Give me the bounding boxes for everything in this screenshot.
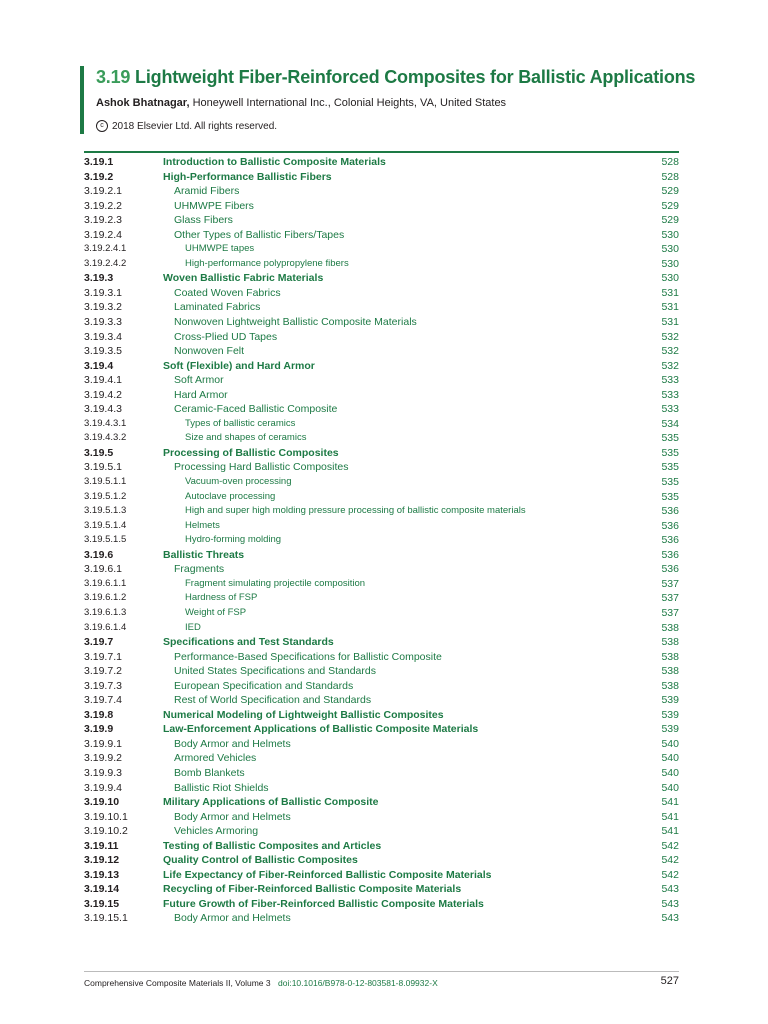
- toc-entry-page[interactable]: 542: [661, 868, 679, 881]
- toc-entry[interactable]: [84, 839, 679, 854]
- toc-entry-page[interactable]: 528: [661, 170, 679, 183]
- toc-entry-number: 3.19.7.4: [84, 694, 122, 707]
- toc-entry-page[interactable]: 531: [661, 316, 679, 329]
- toc-entry-title[interactable]: Coated Woven Fabrics: [174, 286, 281, 299]
- toc-entry-title[interactable]: Law-Enforcement Applications of Ballistic Composite Materials: [163, 723, 479, 736]
- toc-entry-page[interactable]: 541: [661, 825, 679, 838]
- toc-entry-title[interactable]: Other Types of Ballistic Fibers/Tapes: [174, 228, 345, 241]
- footer-page-number: 527: [660, 975, 679, 987]
- toc-entry-title[interactable]: Introduction to Ballistic Composite Materials: [163, 156, 386, 168]
- toc-entry-number: 3.19.11: [84, 839, 119, 852]
- toc-entry-title[interactable]: Cross-Plied UD Tapes: [174, 330, 278, 343]
- toc-entry-page[interactable]: 541: [661, 796, 679, 809]
- copyright-text: 2018 Elsevier Ltd. All rights reserved.: [112, 121, 278, 132]
- toc-entry-number: 3.19.9.4: [84, 781, 122, 794]
- toc-entry[interactable]: [84, 504, 679, 519]
- toc-entry-title[interactable]: Military Applications of Ballistic Composite: [163, 796, 379, 809]
- toc-entry-number: 3.19.7.2: [84, 665, 122, 678]
- toc-entry-number: 3.19.3.1: [84, 286, 122, 299]
- toc-entry-title[interactable]: Aramid Fibers: [174, 185, 240, 198]
- toc-entry-page[interactable]: 537: [661, 592, 679, 605]
- toc-entry[interactable]: [84, 315, 679, 330]
- toc-entry-title[interactable]: Ballistic Threats: [163, 548, 245, 561]
- toc-entry[interactable]: [84, 359, 679, 374]
- author-name: Ashok Bhatnagar,: [96, 97, 190, 109]
- toc-entry-number: 3.19.12: [84, 854, 120, 867]
- toc-entry[interactable]: [84, 475, 679, 490]
- toc-entry[interactable]: [84, 737, 679, 752]
- toc-entry-number: 3.19.6.1.2: [84, 592, 127, 604]
- toc-entry-title[interactable]: Woven Ballistic Fabric Materials: [163, 272, 324, 285]
- toc-entry-number: 3.19.4.1: [84, 374, 122, 387]
- toc-entry[interactable]: [84, 781, 679, 796]
- toc-entry-title[interactable]: Nonwoven Felt: [174, 345, 245, 358]
- toc-entry[interactable]: [84, 766, 679, 781]
- toc-entry-page[interactable]: 536: [661, 519, 679, 532]
- toc-entry-number: 3.19.2.3: [84, 214, 122, 227]
- toc-entry-page[interactable]: 536: [661, 505, 679, 518]
- toc-entry-page[interactable]: 531: [661, 286, 679, 299]
- toc-entry-page[interactable]: 535: [661, 461, 679, 474]
- toc-entry-page[interactable]: 536: [661, 548, 679, 561]
- toc-entry[interactable]: [84, 271, 679, 286]
- toc-entry-title[interactable]: Hydro-forming molding: [185, 534, 282, 546]
- toc-entry-title[interactable]: Soft Armor: [174, 374, 224, 387]
- toc-entry-title[interactable]: Autoclave processing: [185, 490, 276, 502]
- toc-entry[interactable]: [84, 577, 679, 592]
- toc-entry-number: 3.19.7.3: [84, 679, 122, 692]
- toc-entry-title[interactable]: Types of ballistic ceramics: [185, 417, 296, 429]
- toc-entry-page[interactable]: 529: [661, 199, 679, 212]
- toc-entry-title[interactable]: IED: [185, 621, 201, 633]
- toc-entry[interactable]: [84, 882, 679, 897]
- toc-entry-number: 3.19.2: [84, 170, 114, 183]
- toc-entry-number: 3.19.15: [84, 897, 120, 910]
- table-of-contents: [84, 155, 679, 926]
- toc-entry-title[interactable]: Hard Armor: [174, 388, 228, 401]
- toc-entry-page[interactable]: 543: [661, 912, 679, 925]
- toc-entry-number: 3.19.7: [84, 636, 114, 649]
- toc-entry-title[interactable]: Hardness of FSP: [185, 592, 258, 604]
- toc-entry-number: 3.19.7.1: [84, 650, 122, 663]
- toc-entry-number: 3.19.13: [84, 868, 120, 881]
- toc-entry-number: 3.19.3: [84, 272, 114, 285]
- toc-entry-title[interactable]: Vacuum-oven processing: [185, 476, 292, 488]
- toc-entry-page[interactable]: 540: [661, 766, 679, 779]
- toc-entry-page[interactable]: 537: [661, 577, 679, 590]
- toc-entry-number: 3.19.10.1: [84, 810, 128, 823]
- toc-entry[interactable]: [84, 853, 679, 868]
- toc-top-rule: [84, 151, 679, 153]
- toc-entry-number: 3.19.6.1: [84, 563, 122, 576]
- toc-entry-title[interactable]: Future Growth of Fiber-Reinforced Ballistic Composite Materials: [163, 897, 484, 910]
- toc-entry-title[interactable]: Fragment simulating projectile composition: [185, 577, 366, 589]
- chapter-title: [96, 66, 696, 88]
- toc-entry-title[interactable]: Bomb Blankets: [174, 766, 245, 779]
- author-affiliation: Honeywell International Inc., Colonial Heights, VA, United States: [192, 97, 507, 109]
- toc-entry-page[interactable]: 543: [661, 883, 679, 896]
- toc-entry-title[interactable]: Recycling of Fiber-Reinforced Ballistic Composite Materials: [163, 883, 462, 896]
- toc-entry-number: 3.19.4.3.1: [84, 417, 127, 429]
- toc-entry-number: 3.19.3.5: [84, 345, 122, 358]
- toc-entry-number: 3.19.5.1.3: [84, 505, 127, 517]
- toc-entry-page[interactable]: 539: [661, 694, 679, 707]
- toc-entry-number: 3.19.4: [84, 359, 114, 372]
- toc-entry[interactable]: [84, 679, 679, 694]
- toc-entry-page[interactable]: 539: [661, 723, 679, 736]
- toc-entry-number: 3.19.9.2: [84, 752, 122, 765]
- toc-entry-number: 3.19.2.1: [84, 185, 122, 198]
- toc-entry-number: 3.19.9.1: [84, 737, 122, 750]
- toc-entry[interactable]: [84, 155, 679, 170]
- toc-entry-page[interactable]: 535: [661, 446, 679, 459]
- toc-entry-title[interactable]: Processing Hard Ballistic Composites: [174, 461, 349, 474]
- toc-entry-title[interactable]: Helmets: [185, 519, 220, 531]
- toc-entry-title[interactable]: Processing of Ballistic Composites: [163, 446, 339, 459]
- toc-entry[interactable]: [84, 664, 679, 679]
- toc-entry[interactable]: [84, 388, 679, 403]
- toc-entry-title[interactable]: Quality Control of Ballistic Composites: [163, 854, 358, 867]
- toc-entry-title[interactable]: Specifications and Test Standards: [163, 636, 334, 649]
- toc-entry-number: 3.19.9: [84, 723, 114, 736]
- toc-entry-title[interactable]: Life Expectancy of Fiber-Reinforced Ballistic Composite Materials: [163, 868, 492, 881]
- toc-entry-title[interactable]: Rest of World Specification and Standards: [174, 694, 372, 707]
- toc-entry[interactable]: [84, 693, 679, 708]
- toc-entry[interactable]: [84, 519, 679, 534]
- toc-entry[interactable]: [84, 824, 679, 839]
- copyright-line: [96, 120, 696, 134]
- toc-entry[interactable]: [84, 257, 679, 272]
- toc-entry-title[interactable]: Fragments: [174, 563, 225, 576]
- toc-entry[interactable]: [84, 548, 679, 563]
- toc-entry-number: 3.19.4.3: [84, 403, 122, 416]
- toc-entry-page[interactable]: 535: [661, 432, 679, 445]
- toc-entry-page[interactable]: 530: [661, 243, 679, 256]
- toc-entry-title[interactable]: Armored Vehicles: [174, 752, 257, 765]
- toc-entry[interactable]: [84, 751, 679, 766]
- toc-entry-page[interactable]: 540: [661, 781, 679, 794]
- toc-entry[interactable]: [84, 591, 679, 606]
- toc-entry[interactable]: [84, 286, 679, 301]
- toc-entry[interactable]: [84, 621, 679, 636]
- toc-entry-title[interactable]: Ballistic Riot Shields: [174, 781, 269, 794]
- toc-entry-number: 3.19.2.4.1: [84, 243, 127, 255]
- toc-entry-title[interactable]: Numerical Modeling of Lightweight Ballistic Composites: [163, 708, 444, 721]
- toc-entry-number: 3.19.5: [84, 446, 114, 459]
- toc-entry-number: 3.19.6.1.3: [84, 606, 127, 618]
- toc-entry-number: 3.19.10.2: [84, 825, 128, 838]
- toc-entry-page[interactable]: 535: [661, 490, 679, 503]
- toc-entry-title[interactable]: European Specification and Standards: [174, 679, 354, 692]
- toc-entry[interactable]: [84, 490, 679, 505]
- toc-entry[interactable]: [84, 722, 679, 737]
- toc-entry-number: 3.19.14: [84, 883, 120, 896]
- toc-entry[interactable]: [84, 344, 679, 359]
- toc-entry-title[interactable]: Body Armor and Helmets: [174, 810, 291, 823]
- toc-entry[interactable]: [84, 213, 679, 228]
- toc-entry-page[interactable]: 535: [661, 476, 679, 489]
- toc-entry-title[interactable]: UHMWPE Fibers: [174, 199, 254, 212]
- toc-entry-title[interactable]: High and super high molding pressure processing of ballistic composite materials: [185, 505, 526, 517]
- toc-entry-number: 3.19.9.3: [84, 766, 122, 779]
- toc-entry-title[interactable]: Body Armor and Helmets: [174, 912, 291, 925]
- toc-entry-number: 3.19.6: [84, 548, 114, 561]
- footer-journal: Comprehensive Composite Materials II, Volume 3: [84, 978, 271, 988]
- toc-entry-number: 3.19.4.3.2: [84, 432, 127, 444]
- chapter-header: [80, 66, 696, 134]
- toc-entry-page[interactable]: 540: [661, 752, 679, 765]
- toc-entry[interactable]: [84, 868, 679, 883]
- chapter-title-text: Lightweight Fiber-Reinforced Composites for Ballistic Applications: [135, 67, 696, 87]
- toc-entry-title[interactable]: Nonwoven Lightweight Ballistic Composite Materials: [174, 316, 417, 329]
- toc-entry-title[interactable]: Ceramic-Faced Ballistic Composite: [174, 403, 338, 416]
- toc-entry-page[interactable]: 539: [661, 708, 679, 721]
- toc-entry[interactable]: [84, 373, 679, 388]
- toc-entry-page[interactable]: 542: [661, 839, 679, 852]
- toc-entry-page[interactable]: 530: [661, 272, 679, 285]
- toc-entry[interactable]: [84, 911, 679, 926]
- toc-entry-page[interactable]: 533: [661, 388, 679, 401]
- toc-entry[interactable]: [84, 184, 679, 199]
- toc-entry-page[interactable]: 541: [661, 810, 679, 823]
- toc-entry[interactable]: [84, 533, 679, 548]
- toc-entry-page[interactable]: 533: [661, 403, 679, 416]
- toc-entry-page[interactable]: 533: [661, 374, 679, 387]
- toc-entry-number: 3.19.4.2: [84, 388, 122, 401]
- toc-entry-title[interactable]: Testing of Ballistic Composites and Articles: [163, 839, 382, 852]
- toc-entry-page[interactable]: 543: [661, 897, 679, 910]
- toc-entry-title[interactable]: Vehicles Armoring: [174, 825, 259, 838]
- toc-entry-page[interactable]: 530: [661, 228, 679, 241]
- toc-entry[interactable]: [84, 606, 679, 621]
- toc-entry[interactable]: [84, 650, 679, 665]
- toc-entry-title[interactable]: Size and shapes of ceramics: [185, 432, 307, 444]
- toc-entry-number: 3.19.15.1: [84, 912, 128, 925]
- toc-entry-title[interactable]: Weight of FSP: [185, 606, 247, 618]
- toc-entry-number: 3.19.5.1.4: [84, 519, 127, 531]
- footer-doi-link[interactable]: doi:10.1016/B978-0-12-803581-8.09932-X: [278, 978, 438, 988]
- toc-entry[interactable]: [84, 199, 679, 214]
- toc-entry-page[interactable]: 532: [661, 330, 679, 343]
- toc-entry[interactable]: [84, 300, 679, 315]
- toc-entry-title[interactable]: High-Performance Ballistic Fibers: [163, 170, 332, 183]
- toc-entry-title[interactable]: Soft (Flexible) and Hard Armor: [163, 359, 315, 372]
- toc-entry-number: 3.19.6.1.4: [84, 621, 127, 633]
- toc-entry-page[interactable]: 528: [661, 156, 679, 168]
- toc-entry-title[interactable]: UHMWPE tapes: [185, 243, 255, 255]
- toc-entry-page[interactable]: 532: [661, 345, 679, 358]
- toc-entry-page[interactable]: 538: [661, 621, 679, 634]
- toc-entry[interactable]: [84, 431, 679, 446]
- toc-entry-page[interactable]: 538: [661, 650, 679, 663]
- toc-entry[interactable]: [84, 897, 679, 912]
- toc-entry-page[interactable]: 537: [661, 606, 679, 619]
- toc-entry[interactable]: [84, 417, 679, 432]
- toc-entry-page[interactable]: 538: [661, 665, 679, 678]
- toc-entry-page[interactable]: 538: [661, 679, 679, 692]
- toc-entry-title[interactable]: United States Specifications and Standards: [174, 665, 376, 678]
- toc-entry[interactable]: [84, 242, 679, 257]
- toc-entry[interactable]: [84, 402, 679, 417]
- toc-entry-number: 3.19.2.4.2: [84, 257, 127, 269]
- toc-entry[interactable]: [84, 170, 679, 185]
- toc-entry[interactable]: [84, 795, 679, 810]
- toc-entry[interactable]: [84, 708, 679, 723]
- toc-entry-page[interactable]: 531: [661, 301, 679, 314]
- toc-entry-page[interactable]: 536: [661, 563, 679, 576]
- toc-entry[interactable]: [84, 810, 679, 825]
- toc-entry-number: 3.19.8: [84, 708, 114, 721]
- toc-entry-page[interactable]: 529: [661, 214, 679, 227]
- toc-entry-number: 3.19.1: [84, 156, 114, 168]
- toc-entry-page[interactable]: 530: [661, 257, 679, 270]
- toc-entry-title[interactable]: High-performance polypropylene fibers: [185, 257, 349, 269]
- toc-entry-title[interactable]: Performance-Based Specifications for Ballistic Composite: [174, 650, 442, 663]
- toc-entry-page[interactable]: 529: [661, 185, 679, 198]
- toc-entry-title[interactable]: Glass Fibers: [174, 214, 233, 227]
- toc-entry-title[interactable]: Laminated Fabrics: [174, 301, 261, 314]
- toc-entry-page[interactable]: 542: [661, 854, 679, 867]
- toc-entry-page[interactable]: 540: [661, 737, 679, 750]
- toc-entry[interactable]: [84, 562, 679, 577]
- toc-entry-page[interactable]: 536: [661, 534, 679, 547]
- author-line: [96, 96, 696, 110]
- toc-entry-number: 3.19.5.1: [84, 461, 122, 474]
- toc-entry[interactable]: [84, 330, 679, 345]
- toc-entry-title[interactable]: Body Armor and Helmets: [174, 737, 291, 750]
- toc-entry-number: 3.19.3.3: [84, 316, 122, 329]
- page-footer: [84, 971, 679, 992]
- copyright-icon: c: [96, 120, 108, 132]
- toc-entry-number: 3.19.5.1.5: [84, 534, 127, 546]
- toc-entry-page[interactable]: 532: [661, 359, 679, 372]
- toc-entry-number: 3.19.10: [84, 796, 120, 809]
- toc-entry-page[interactable]: 538: [661, 636, 679, 649]
- toc-entry[interactable]: [84, 460, 679, 475]
- toc-entry-number: 3.19.5.1.2: [84, 490, 127, 502]
- toc-entry-number: 3.19.5.1.1: [84, 476, 127, 488]
- toc-entry[interactable]: [84, 446, 679, 461]
- toc-entry-number: 3.19.2.4: [84, 228, 122, 241]
- toc-entry-number: 3.19.3.2: [84, 301, 122, 314]
- toc-entry-number: 3.19.6.1.1: [84, 577, 127, 589]
- toc-entry-number: 3.19.2.2: [84, 199, 122, 212]
- toc-entry[interactable]: [84, 635, 679, 650]
- chapter-number: 3.19: [96, 67, 131, 87]
- toc-entry-page[interactable]: 534: [661, 417, 679, 430]
- toc-entry[interactable]: [84, 228, 679, 243]
- toc-entry-number: 3.19.3.4: [84, 330, 122, 343]
